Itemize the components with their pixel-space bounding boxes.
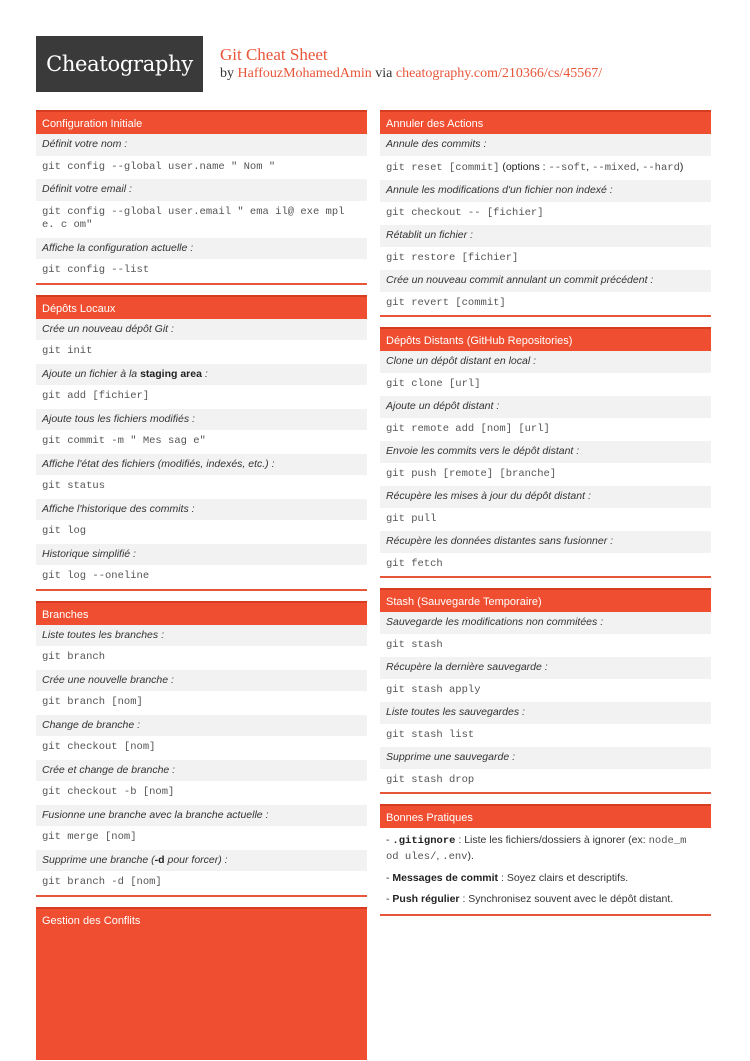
row-desc: Crée et change de branche : bbox=[36, 760, 367, 782]
code-part: --mixed bbox=[592, 161, 637, 174]
row-code: git branch -d [nom] bbox=[36, 871, 367, 895]
row-code: git config --list bbox=[36, 259, 367, 283]
row-desc-bold: -d bbox=[154, 853, 165, 866]
tip-bullet: - bbox=[386, 872, 393, 884]
section-tips bbox=[380, 804, 711, 916]
row-code: git fetch bbox=[380, 553, 711, 577]
tip-code: .env bbox=[442, 851, 468, 863]
tips-list bbox=[380, 828, 711, 914]
row-code: git stash apply bbox=[380, 679, 711, 703]
section-conflicts bbox=[36, 907, 367, 1060]
row-desc: Affiche l'historique des commits : bbox=[36, 499, 367, 521]
code-note: (options : bbox=[499, 160, 549, 173]
byline bbox=[220, 66, 602, 82]
row-desc: Définit votre nom : bbox=[36, 134, 367, 156]
tip-item bbox=[380, 868, 711, 889]
tip-code: node_m od ules/ bbox=[386, 835, 687, 863]
row-code: git stash list bbox=[380, 724, 711, 748]
byline-via: via bbox=[375, 66, 393, 81]
section-title: Configuration Initiale bbox=[36, 110, 367, 134]
tip-bullet: - bbox=[386, 893, 393, 905]
section-config bbox=[36, 110, 367, 285]
row-code: git log bbox=[36, 520, 367, 544]
logo[interactable] bbox=[36, 36, 203, 92]
row-code: git revert [commit] bbox=[380, 292, 711, 316]
tip-item bbox=[380, 830, 711, 868]
row-code: git pull bbox=[380, 508, 711, 532]
row-desc: Sauvegarde les modifications non commitées : bbox=[380, 612, 711, 634]
row-desc: Annule les modifications d'un fichier non indexé : bbox=[380, 180, 711, 202]
section-undo bbox=[380, 110, 711, 317]
code-note: ) bbox=[679, 160, 684, 173]
row-code: git commit -m " Mes sag e" bbox=[36, 430, 367, 454]
row-desc: Clone un dépôt distant en local : bbox=[380, 351, 711, 373]
row-code: git log --oneline bbox=[36, 565, 367, 589]
row-code: git status bbox=[36, 475, 367, 499]
row-desc bbox=[36, 850, 367, 872]
section-title: Annuler des Actions bbox=[380, 110, 711, 134]
row-code: git add [fichier] bbox=[36, 385, 367, 409]
row-desc: Récupère les mises à jour du dépôt distant : bbox=[380, 486, 711, 508]
row-code: git checkout [nom] bbox=[36, 736, 367, 760]
tip-bullet: - bbox=[386, 834, 393, 846]
code-note: , bbox=[586, 160, 593, 173]
row-desc: Ajoute un dépôt distant : bbox=[380, 396, 711, 418]
row-desc: Fusionne une branche avec la branche actuelle : bbox=[36, 805, 367, 827]
code-part: git reset [commit] bbox=[386, 161, 500, 174]
row-desc: Historique simplifié : bbox=[36, 544, 367, 566]
row-desc-bold: staging area bbox=[140, 367, 202, 380]
tip-key: Messages de commit bbox=[392, 872, 499, 884]
row-desc: Crée un nouveau commit annulant un commit précédent : bbox=[380, 270, 711, 292]
tip-text: : Liste les fichiers/dossiers à ignorer (ex: bbox=[455, 834, 649, 846]
row-desc: Définit votre email : bbox=[36, 179, 367, 201]
row-code: git config --global user.name " Nom " bbox=[36, 156, 367, 180]
url-link[interactable]: cheatography.com/210366/cs/45567/ bbox=[395, 66, 603, 81]
tip-key: .gitignore bbox=[392, 835, 456, 847]
tip-text: ). bbox=[467, 850, 474, 862]
row-code: git branch bbox=[36, 646, 367, 670]
row-code: git stash drop bbox=[380, 769, 711, 793]
logo-text: Cheatography bbox=[46, 52, 193, 76]
section-stash bbox=[380, 588, 711, 794]
page-title: Git Cheat Sheet bbox=[220, 45, 328, 64]
row-desc: Affiche la configuration actuelle : bbox=[36, 238, 367, 260]
row-desc: Crée une nouvelle branche : bbox=[36, 670, 367, 692]
tip-key: Push régulier bbox=[392, 893, 460, 905]
row-code: git config --global user.email " ema il@ exe mpl e. c om" bbox=[36, 201, 367, 238]
row-desc: Liste toutes les sauvegardes : bbox=[380, 702, 711, 724]
section-title: Gestion des Conflits bbox=[36, 909, 367, 933]
author-link[interactable]: HaffouzMohamedAmin bbox=[237, 66, 372, 81]
row-desc: Envoie les commits vers le dépôt distant : bbox=[380, 441, 711, 463]
section-title: Dépôts Locaux bbox=[36, 295, 367, 319]
row-desc: Supprime une sauvegarde : bbox=[380, 747, 711, 769]
row-desc: Liste toutes les branches : bbox=[36, 625, 367, 647]
section-local bbox=[36, 295, 367, 591]
code-part: --hard bbox=[642, 161, 680, 174]
section-title: Branches bbox=[36, 601, 367, 625]
row-code: git push [remote] [branche] bbox=[380, 463, 711, 487]
section-title: Stash (Sauvegarde Temporaire) bbox=[380, 588, 711, 612]
byline-prefix: by bbox=[220, 66, 234, 81]
tip-text: : Synchronisez souvent avec le dépôt distant. bbox=[459, 893, 674, 905]
row-code: git init bbox=[36, 340, 367, 364]
row-desc-part: pour forcer) : bbox=[164, 853, 228, 866]
row-desc-part: Ajoute un fichier à la bbox=[42, 367, 141, 380]
tip-text: , bbox=[436, 850, 443, 862]
right-column bbox=[380, 110, 711, 926]
row-code: git checkout -- [fichier] bbox=[380, 202, 711, 226]
code-note: , bbox=[636, 160, 643, 173]
row-code: git remote add [nom] [url] bbox=[380, 418, 711, 442]
code-part: --soft bbox=[548, 161, 587, 174]
row-desc: Affiche l'état des fichiers (modifiés, indexés, etc.) : bbox=[36, 454, 367, 476]
row-code: git merge [nom] bbox=[36, 826, 367, 850]
row-desc: Rétablit un fichier : bbox=[380, 225, 711, 247]
row-desc-part: Supprime une branche ( bbox=[42, 853, 155, 866]
row-desc: Annule des commits : bbox=[380, 134, 711, 156]
row-desc: Crée un nouveau dépôt Git : bbox=[36, 319, 367, 341]
row-desc bbox=[36, 364, 367, 386]
row-code: git checkout -b [nom] bbox=[36, 781, 367, 805]
tip-text: : Soyez clairs et descriptifs. bbox=[498, 872, 629, 884]
row-code: git restore [fichier] bbox=[380, 247, 711, 271]
section-title: Bonnes Pratiques bbox=[380, 804, 711, 828]
row-desc: Change de branche : bbox=[36, 715, 367, 737]
row-code: git stash bbox=[380, 634, 711, 658]
row-code: git clone [url] bbox=[380, 373, 711, 397]
section-branches bbox=[36, 601, 367, 897]
left-column bbox=[36, 110, 367, 1060]
row-desc: Récupère la dernière sauvegarde : bbox=[380, 657, 711, 679]
row-desc: Récupère les données distantes sans fusionner : bbox=[380, 531, 711, 553]
row-code bbox=[380, 156, 711, 181]
section-title: Dépôts Distants (GitHub Repositories) bbox=[380, 327, 711, 351]
tip-item bbox=[380, 889, 711, 910]
row-desc-part: : bbox=[201, 367, 208, 380]
section-remote bbox=[380, 327, 711, 578]
row-code: git branch [nom] bbox=[36, 691, 367, 715]
row-desc: Ajoute tous les fichiers modifiés : bbox=[36, 409, 367, 431]
